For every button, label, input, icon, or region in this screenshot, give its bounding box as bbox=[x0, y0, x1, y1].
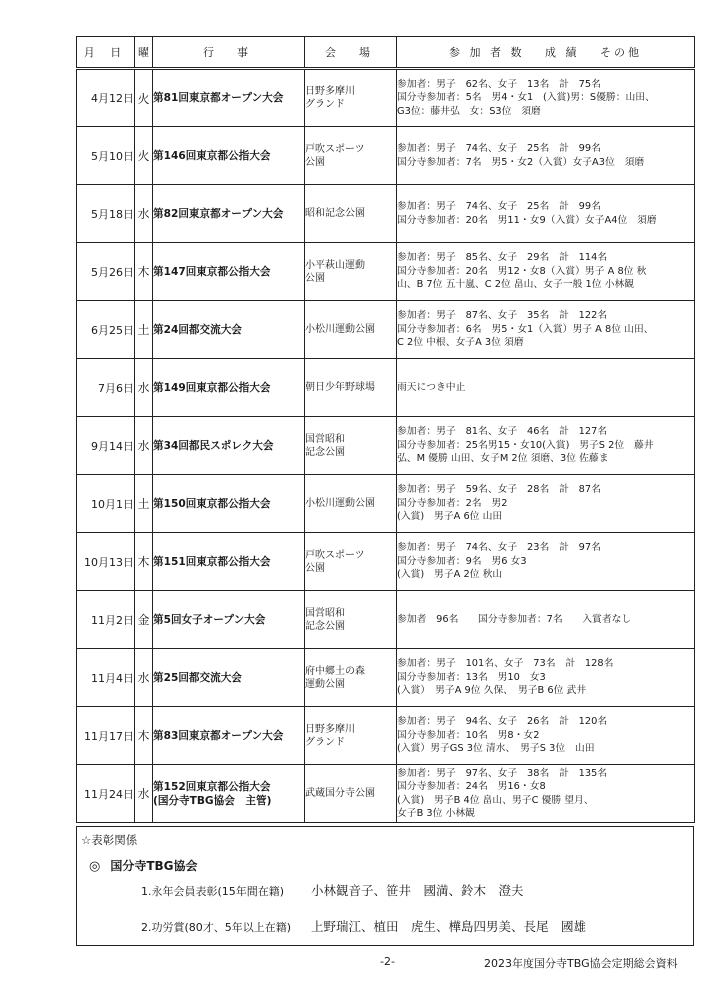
table-row bbox=[77, 69, 695, 127]
cell-results: 参加者：男子 97名、女子 38名 計 135名 国分寺参加者：24名 男16・女8 (入賞) 男子B 4位 畠山、男子C 優勝 望月、 女子B 3位 小林観 bbox=[397, 765, 695, 823]
cell-date: 10月1日 bbox=[77, 475, 135, 533]
cell-results: 参加者：男子 74名、女子 25名 計 99名 国分寺参加者：20名 男11・女9（入賞）女子A4位 須磨 bbox=[397, 185, 695, 243]
page-number: -2- bbox=[380, 955, 395, 968]
cell-venue: 小松川運動公園 bbox=[305, 301, 397, 359]
cell-venue: 朝日少年野球場 bbox=[305, 359, 397, 417]
cell-results: 参加者：男子 74名、女子 23名 計 97名 国分寺参加者：9名 男6 女3 (入賞) 男子A 2位 秋山 bbox=[397, 533, 695, 591]
award-item bbox=[141, 881, 524, 899]
cell-date: 4月12日 bbox=[77, 69, 135, 127]
award-names: 上野瑞江、植田 虎生、樺島四男美、長尾 國雄 bbox=[311, 919, 587, 934]
award-item bbox=[141, 917, 586, 935]
cell-results: 参加者：男子 81名、女子 46名 計 127名 国分寺参加者：25名男15・女10(入賞) 男子S 2位 藤井 弘、M 優勝 山田、女子M 2位 須磨、3位 佐藤ま bbox=[397, 417, 695, 475]
cell-date: 7月6日 bbox=[77, 359, 135, 417]
table-row bbox=[77, 185, 695, 243]
cell-dow: 水 bbox=[135, 417, 153, 475]
cell-event: 第82回東京都オープン大会 bbox=[153, 185, 305, 243]
cell-results: 参加者：男子 59名、女子 28名 計 87名 国分寺参加者：2名 男2 (入賞) 男子A 6位 山田 bbox=[397, 475, 695, 533]
cell-date: 9月14日 bbox=[77, 417, 135, 475]
awards-header: ☆表彰関係 bbox=[81, 833, 138, 847]
cell-date: 11月4日 bbox=[77, 649, 135, 707]
cell-venue: 府中郷土の森 運動公園 bbox=[305, 649, 397, 707]
cell-dow: 土 bbox=[135, 301, 153, 359]
table-row bbox=[77, 417, 695, 475]
cell-venue: 昭和記念公園 bbox=[305, 185, 397, 243]
cell-venue: 国営昭和 記念公園 bbox=[305, 417, 397, 475]
cell-event: 第81回東京都オープン大会 bbox=[153, 69, 305, 127]
cell-dow: 木 bbox=[135, 533, 153, 591]
cell-venue: 日野多摩川 グランド bbox=[305, 69, 397, 127]
cell-venue: 小松川運動公園 bbox=[305, 475, 397, 533]
table-row bbox=[77, 707, 695, 765]
awards-section bbox=[76, 826, 694, 946]
cell-date: 6月25日 bbox=[77, 301, 135, 359]
cell-dow: 土 bbox=[135, 475, 153, 533]
header-dow: 曜 bbox=[135, 37, 153, 69]
table-row bbox=[77, 533, 695, 591]
cell-dow: 水 bbox=[135, 765, 153, 823]
cell-date: 10月13日 bbox=[77, 533, 135, 591]
cell-date: 5月18日 bbox=[77, 185, 135, 243]
cell-event: 第83回東京都オープン大会 bbox=[153, 707, 305, 765]
cell-date: 11月2日 bbox=[77, 591, 135, 649]
cell-dow: 水 bbox=[135, 359, 153, 417]
table-header-row bbox=[77, 37, 695, 69]
cell-date: 11月17日 bbox=[77, 707, 135, 765]
cell-dow: 水 bbox=[135, 649, 153, 707]
cell-event: 第34回都民スポレク大会 bbox=[153, 417, 305, 475]
cell-venue: 小平萩山運動 公園 bbox=[305, 243, 397, 301]
events-table bbox=[76, 36, 695, 823]
cell-results: 参加者：男子 101名、女子 73名 計 128名 国分寺参加者：13名 男10 女3 (入賞） 男子A 9位 久保、 男子B 6位 武井 bbox=[397, 649, 695, 707]
table-row bbox=[77, 359, 695, 417]
cell-venue: 日野多摩川 グランド bbox=[305, 707, 397, 765]
cell-dow: 木 bbox=[135, 243, 153, 301]
cell-venue: 国営昭和 記念公園 bbox=[305, 591, 397, 649]
table-row bbox=[77, 591, 695, 649]
document-title: 2023年度国分寺TBG協会定期総会資料 bbox=[484, 957, 678, 970]
cell-date: 5月26日 bbox=[77, 243, 135, 301]
cell-results: 参加者：男子 94名、女子 26名 計 120名 国分寺参加者：10名 男8・女2 (入賞）男子GS 3位 清水、 男子S 3位 山田 bbox=[397, 707, 695, 765]
cell-venue: 戸吹スポーツ 公園 bbox=[305, 127, 397, 185]
cell-dow: 金 bbox=[135, 591, 153, 649]
cell-dow: 火 bbox=[135, 127, 153, 185]
award-names: 小林観音子、笹井 國満、鈴木 澄夫 bbox=[311, 883, 524, 898]
cell-event: 第25回都交流大会 bbox=[153, 649, 305, 707]
cell-dow: 水 bbox=[135, 185, 153, 243]
header-venue: 会 場 bbox=[305, 37, 397, 69]
table-row bbox=[77, 301, 695, 359]
cell-event: 第24回都交流大会 bbox=[153, 301, 305, 359]
cell-results: 参加者：男子 87名、女子 35名 計 122名 国分寺参加者：6名 男5・女1（入賞）男子 A 8位 山田、 C 2位 中根、女子A 3位 須磨 bbox=[397, 301, 695, 359]
cell-event: 第152回東京都公指大会 (国分寺TBG協会 主管) bbox=[153, 765, 305, 823]
cell-event: 第5回女子オープン大会 bbox=[153, 591, 305, 649]
table-row bbox=[77, 765, 695, 823]
double-circle-icon: ◎ bbox=[89, 859, 101, 874]
cell-venue: 武蔵国分寺公園 bbox=[305, 765, 397, 823]
table-row bbox=[77, 243, 695, 301]
cell-results: 参加者 96名 国分寺参加者：7名 入賞者なし bbox=[397, 591, 695, 649]
cell-results: 参加者：男子 85名、女子 29名 計 114名 国分寺参加者：20名 男12・女8（入賞）男子 A 8位 秋 山、B 7位 五十嵐、C 2位 畠山、女子一般 1位 小林観 bbox=[397, 243, 695, 301]
cell-date: 11月24日 bbox=[77, 765, 135, 823]
cell-results: 参加者：男子 74名、女子 25名 計 99名 国分寺参加者：7名 男5・女2（入賞）女子A3位 須磨 bbox=[397, 127, 695, 185]
cell-date: 5月10日 bbox=[77, 127, 135, 185]
cell-dow: 木 bbox=[135, 707, 153, 765]
cell-event: 第147回東京都公指大会 bbox=[153, 243, 305, 301]
cell-event: 第146回東京都公指大会 bbox=[153, 127, 305, 185]
header-date: 月 日 bbox=[77, 37, 135, 69]
award-label: 2.功労賞(80才、5年以上在籍) bbox=[141, 921, 292, 934]
cell-dow: 火 bbox=[135, 69, 153, 127]
table-row bbox=[77, 649, 695, 707]
cell-event: 第150回東京都公指大会 bbox=[153, 475, 305, 533]
table-row bbox=[77, 475, 695, 533]
awards-org-name: 国分寺TBG協会 bbox=[110, 859, 198, 873]
cell-event: 第149回東京都公指大会 bbox=[153, 359, 305, 417]
cell-event: 第151回東京都公指大会 bbox=[153, 533, 305, 591]
cell-venue: 戸吹スポーツ 公園 bbox=[305, 533, 397, 591]
cell-results: 参加者：男子 62名、女子 13名 計 75名 国分寺参加者：5名 男4・女1 (入賞)男：S優勝：山田、 G3位：藤井弘 女：S3位 須磨 bbox=[397, 69, 695, 127]
awards-org bbox=[89, 857, 198, 874]
header-event: 行 事 bbox=[153, 37, 305, 69]
cell-results: 雨天につき中止 bbox=[397, 359, 695, 417]
table-row bbox=[77, 127, 695, 185]
header-results: 参 加 者 数 成 績 その他 bbox=[397, 37, 695, 69]
award-label: 1.永年会員表彰(15年間在籍) bbox=[141, 885, 285, 898]
